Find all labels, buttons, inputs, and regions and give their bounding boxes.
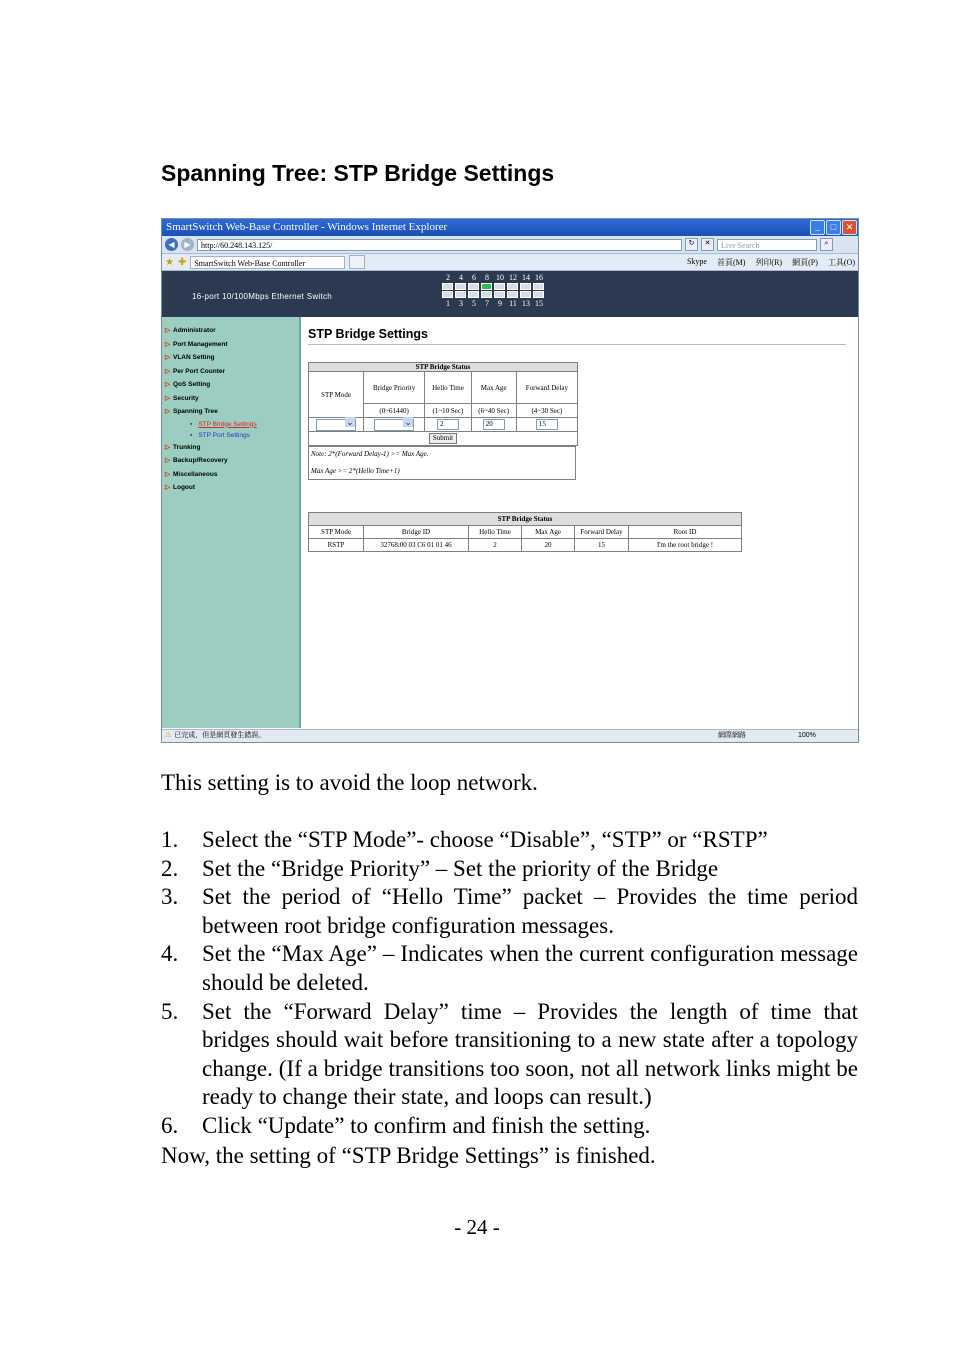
- port-number: 15: [535, 299, 543, 308]
- sidebar-sub-stp-bridge-settings[interactable]: ▪ STP Bridge Settings: [190, 420, 257, 428]
- toolbar-tools[interactable]: 工具(O): [827, 257, 855, 267]
- max-age-input[interactable]: 20: [483, 419, 505, 430]
- list-item: 5. Set the “Forward Delay” time – Provides the length of time that bridges should wait before transitioning to a new state after a topology change. (If a bridge transitions too soon, not all network links might be ready to change their state, and loops can result.): [161, 998, 858, 1110]
- list-item: 4. Set the “Max Age” – Indicates when the current configuration message should be deleted.: [161, 941, 858, 995]
- port-led-15: [533, 291, 544, 298]
- steps-list: [161, 826, 858, 1141]
- sidebar-sub-stp-port-settings[interactable]: ▪ STP Port Settings: [190, 431, 250, 439]
- status-message: 已完成，但是網頁發生錯誤。: [174, 732, 266, 739]
- sidebar-item-backup-recovery[interactable]: ▷ Backup/Recovery: [165, 457, 228, 464]
- range-bridge-priority: (0~61440): [364, 404, 425, 418]
- header-forward-delay: Forward Delay: [516, 372, 577, 404]
- port-number: 10: [496, 273, 504, 282]
- range-max-age: (6~40 Sec): [471, 404, 516, 418]
- browser-screenshot: [161, 218, 859, 743]
- status-max-age: 20: [522, 539, 575, 552]
- tab-bar: [162, 254, 858, 271]
- status-header-root-id: Root ID: [629, 526, 742, 539]
- range-hello-time: (1~10 Sec): [425, 404, 471, 418]
- search-icon[interactable]: ⌕: [820, 238, 833, 251]
- note-max-age: Max Age >= 2*(Hello Time+1): [311, 467, 400, 475]
- new-tab-button[interactable]: [349, 255, 365, 269]
- port-number: 5: [472, 299, 476, 308]
- bridge-priority-select[interactable]: [374, 419, 414, 431]
- page-title: STP Bridge Settings: [308, 327, 428, 341]
- port-led-11: [507, 291, 518, 298]
- port-number: 8: [485, 273, 489, 282]
- submit-button[interactable]: Submit: [429, 433, 457, 444]
- toolbar-skype[interactable]: Skype: [686, 256, 707, 266]
- sidebar-item-logout[interactable]: ▷ Logout: [165, 484, 196, 491]
- hello-time-input[interactable]: 2: [437, 419, 459, 430]
- port-led-13: [520, 291, 531, 298]
- status-bridge-id: 32768:00 03 C6 01 01 46: [364, 539, 469, 552]
- status-header-bridge-id: Bridge ID: [364, 526, 469, 539]
- search-input[interactable]: Live Search: [717, 239, 817, 251]
- header-max-age: Max Age: [471, 372, 516, 404]
- port-number: 9: [498, 299, 502, 308]
- toolbar-page[interactable]: 網頁(P): [792, 257, 818, 267]
- port-number: 16: [535, 273, 543, 282]
- intro-paragraph: This setting is to avoid the loop network.: [161, 770, 538, 795]
- switch-banner: [162, 271, 858, 317]
- port-led-8: [481, 283, 492, 290]
- status-header-hello-time: Hello Time: [469, 526, 522, 539]
- address-toolbar: [162, 236, 858, 254]
- header-stp-mode: STP Mode: [309, 372, 364, 418]
- sidebar-item-port-management[interactable]: ▷ Port Management: [165, 340, 228, 348]
- list-item: 2. Set the “Bridge Priority” – Set the priority of the Bridge: [161, 855, 719, 881]
- status-hello-time: 2: [469, 539, 522, 552]
- status-stp-mode: RSTP: [309, 539, 364, 552]
- outro-paragraph: Now, the setting of “STP Bridge Settings” is finished.: [161, 1143, 656, 1168]
- port-led-16: [533, 283, 544, 290]
- header-hello-time: Hello Time: [425, 372, 471, 404]
- status-table-caption: STP Bridge Status: [309, 513, 742, 526]
- port-led-7: [481, 291, 492, 298]
- port-led-1: [442, 291, 453, 298]
- main-content: [301, 317, 858, 728]
- toolbar-print[interactable]: 列印(R): [755, 257, 783, 267]
- port-number: 6: [472, 273, 476, 282]
- sidebar-item-vlan-setting[interactable]: ▷ VLAN Setting: [165, 354, 215, 361]
- address-field[interactable]: http://60.248.143.125/: [197, 239, 682, 251]
- port-number: 1: [446, 299, 450, 308]
- port-led-9: [494, 291, 505, 298]
- port-number: 4: [459, 273, 463, 282]
- stp-mode-select[interactable]: [316, 419, 356, 431]
- browser-tab[interactable]: SmartSwitch Web-Base Controller: [190, 256, 345, 269]
- close-button[interactable]: ✕: [842, 220, 857, 235]
- sidebar-item-miscellaneous[interactable]: ▷ Miscellaneous: [165, 470, 218, 478]
- note-forward-delay: Note: 2*(Forward Delay-1) >= Max Age.: [311, 450, 429, 458]
- notes-box: [308, 446, 576, 480]
- forward-icon[interactable]: ▶: [181, 238, 194, 251]
- status-header-max-age: Max Age: [522, 526, 575, 539]
- title-divider: [308, 344, 846, 345]
- restore-button[interactable]: □: [826, 220, 841, 235]
- refresh-icon[interactable]: ↻: [685, 238, 698, 251]
- port-led-6: [468, 283, 479, 290]
- port-panel: [442, 273, 552, 308]
- port-led-5: [468, 291, 479, 298]
- warning-icon[interactable]: ⚠: [165, 732, 172, 739]
- sidebar-item-trunking[interactable]: ▷ Trunking: [165, 443, 201, 451]
- port-led-4: [455, 283, 466, 290]
- port-number: 12: [509, 273, 517, 282]
- stop-icon[interactable]: ✕: [701, 238, 714, 251]
- list-item: 3. Set the period of “Hello Time” packet – Provides the time period between root bridge configuration messages.: [161, 884, 858, 938]
- port-number: 13: [522, 299, 530, 308]
- status-table: [308, 512, 742, 552]
- port-led-14: [520, 283, 531, 290]
- add-favorites-icon[interactable]: ✚: [177, 256, 187, 268]
- status-zoom[interactable]: 100%: [798, 732, 816, 739]
- toolbar-home[interactable]: 首頁(M): [716, 257, 746, 267]
- back-icon[interactable]: ◀: [165, 238, 178, 251]
- port-led-10: [494, 283, 505, 290]
- port-led-3: [455, 291, 466, 298]
- settings-table-caption: STP Bridge Status: [309, 363, 578, 372]
- status-header-stp-mode: STP Mode: [309, 526, 364, 539]
- port-number: 7: [485, 299, 489, 308]
- port-led-12: [507, 283, 518, 290]
- port-number: 14: [522, 273, 530, 282]
- banner-title: 16-port 10/100Mbps Ethernet Switch: [192, 292, 333, 301]
- list-item: 1. Select the “STP Mode”- choose “Disable”, “STP” or “RSTP”: [161, 827, 768, 852]
- port-number: 3: [459, 299, 463, 308]
- page-number: - 24 -: [454, 1215, 500, 1239]
- sidebar-item-spanning-tree[interactable]: ▷ Spanning Tree: [165, 408, 218, 415]
- status-forward-delay: 15: [575, 539, 629, 552]
- port-number: 2: [446, 273, 450, 282]
- sidebar-item-security[interactable]: ▷ Security: [165, 394, 199, 402]
- window-title: SmartSwitch Web-Base Controller - Windows Internet Explorer: [166, 221, 448, 233]
- port-number: 11: [509, 299, 517, 308]
- sidebar-item-qos-setting[interactable]: ▷ QoS Setting: [165, 381, 211, 388]
- section-heading: Spanning Tree: STP Bridge Settings: [161, 160, 555, 186]
- minimize-button[interactable]: _: [810, 220, 825, 235]
- status-zone: 網際網路: [718, 732, 746, 739]
- sidebar-item-administrator[interactable]: ▷ Administrator: [165, 327, 216, 334]
- range-forward-delay: (4~30 Sec): [516, 404, 577, 418]
- header-bridge-priority: Bridge Priority: [364, 372, 425, 404]
- browser-statusbar: [162, 729, 858, 742]
- sidebar-menu: [162, 317, 301, 728]
- port-led-2: [442, 283, 453, 290]
- favorites-star-icon[interactable]: ★: [165, 256, 174, 268]
- sidebar-item-per-port-counter[interactable]: ▷ Per Port Counter: [165, 367, 226, 375]
- window-titlebar: [162, 219, 858, 236]
- status-root-id: I'm the root bridge !: [629, 539, 742, 552]
- list-item: 6. Click “Update” to confirm and finish the setting.: [161, 1112, 651, 1138]
- status-header-forward-delay: Forward Delay: [575, 526, 629, 539]
- forward-delay-input[interactable]: 15: [536, 419, 558, 430]
- settings-table: [308, 362, 578, 446]
